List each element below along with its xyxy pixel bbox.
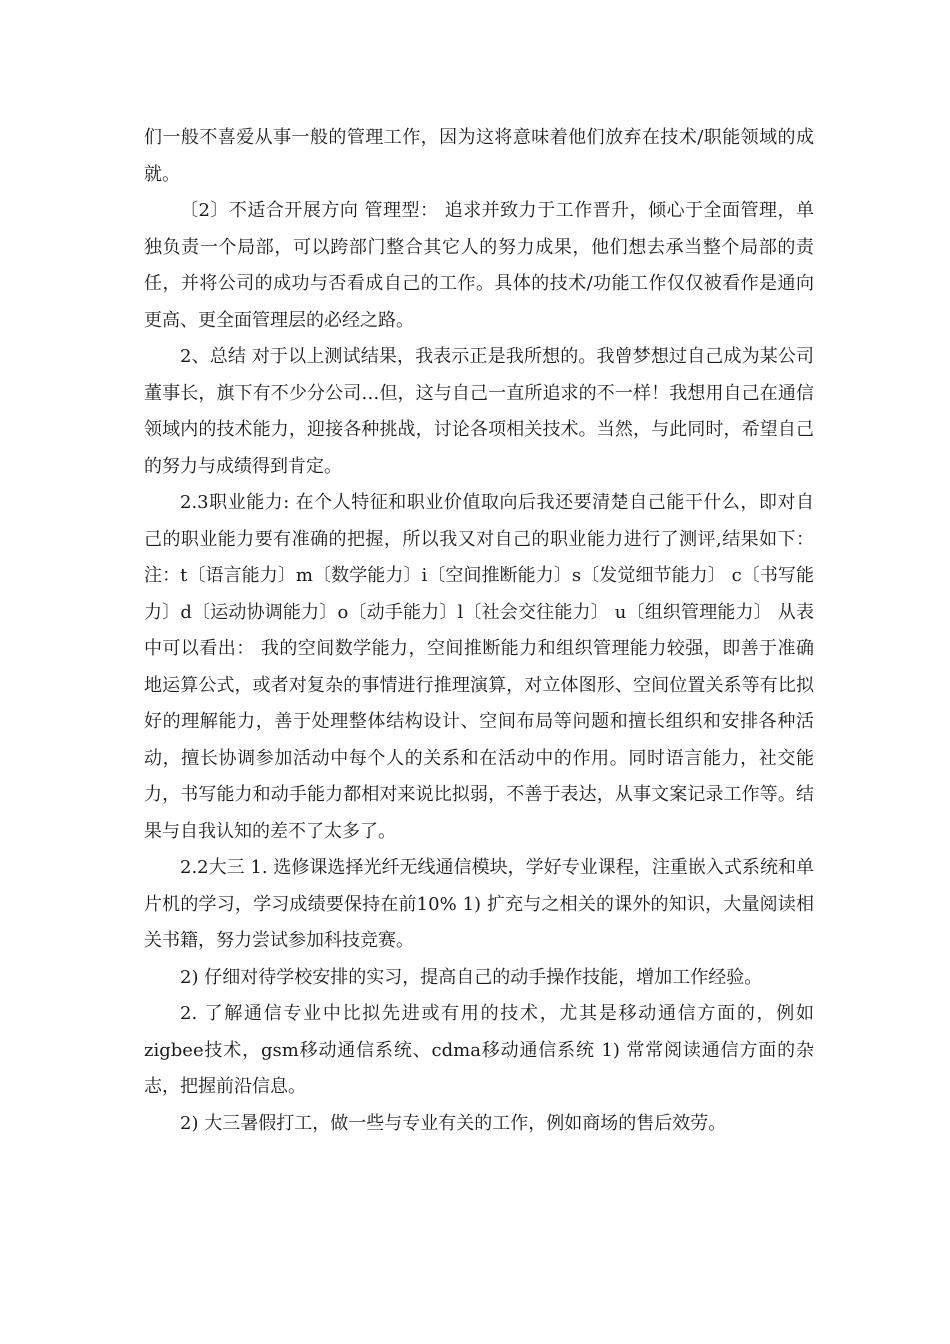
paragraph-junior-year: 2.2大三 1. 选修课选择光纤无线通信模块，学好专业课程，注重嵌入式系统和单片机的学习，学习成绩要保持在前10% 1) 扩充与之相关的课外的知识，大量阅读相关书籍，努力尝试参加科技竞赛。 bbox=[144, 857, 814, 951]
paragraph-summary: 2、总结 对于以上测试结果，我表示正是我所想的。我曾梦想过自己成为某公司董事长，旗下有不少分公司…但，这与自己一直所追求的不一样！我想用自己在通信领域内的技术能力，迎接各种挑战，讨论各项相关技术。当然，与此同时，希望自己的努力与成绩得到肯定。 bbox=[144, 346, 814, 477]
paragraph-management-type: 〔2〕不适合开展方向 管理型： 追求并致力于工作晋升，倾心于全面管理，单独负责一个局部，可以跨部门整合其它人的努力成果，他们想去承当整个局部的责任，并将公司的成功与否看成自己的工作。具体的技术/功能工作仅仅被看作是通向更高、更全面管理层的必经之路。 bbox=[144, 200, 814, 331]
document-body bbox=[144, 120, 814, 1142]
paragraph-continuation: 们一般不喜爱从事一般的管理工作，因为这将意味着他们放弃在技术/职能领域的成就。 bbox=[144, 127, 814, 185]
paragraph-technology: 2. 了解通信专业中比拟先进或有用的技术，尤其是移动通信方面的，例如zigbee技术，gsm移动通信系统、cdma移动通信系统 1) 常常阅读通信方面的杂志，把握前沿信息。 bbox=[144, 1003, 814, 1097]
paragraph-career-ability: 2.3职业能力: 在个人特征和职业价值取向后我还要清楚自己能干什么，即对自己的职业能力要有准确的把握，所以我又对自己的职业能力进行了测评,结果如下： 注：t〔语言能力〕m〔数学能力〕i〔空间推断能力〕s〔发觉细节能力〕 c〔书写能力〕d〔运动协调能力〕o〔动手能力〕l〔社会交往能力〕 u〔组织管理能力〕 从表中可以看出： 我的空间数学能力，空间推断能力和组织管理能力较强，即善于准确地运算公式，或者对复杂的事情进行推理演算，对立体图形、空间位置关系等有比拟好的理解能力，善于处理整体结构设计、空间布局等问题和擅长组织和安排各种活动，擅长协调参加活动中每个人的关系和在活动中的作用。同时语言能力，社交能力，书写能力和动手能力都相对来说比拟弱，不善于表达，从事文案记录工作等。结果与自我认知的差不了太多了。 bbox=[144, 492, 814, 842]
paragraph-internship: 2) 仔细对待学校安排的实习，提高自己的动手操作技能，增加工作经验。 bbox=[180, 966, 763, 988]
paragraph-summer-job: 2) 大三暑假打工，做一些与专业有关的工作，例如商场的售后效劳。 bbox=[180, 1112, 727, 1134]
